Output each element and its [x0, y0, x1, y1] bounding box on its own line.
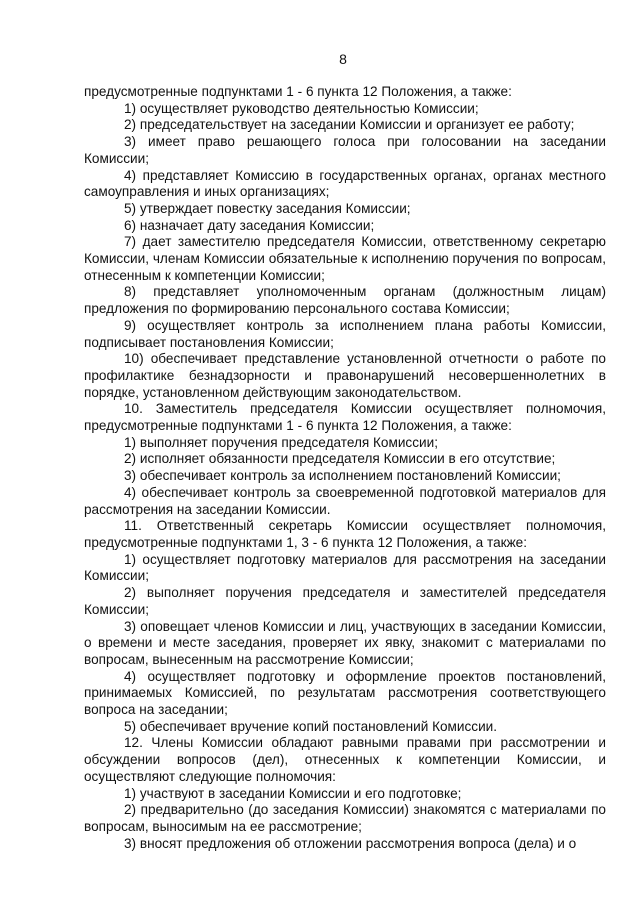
paragraph: 10. Заместитель председателя Комиссии осуществляет полномочия, предусмотренные подпунктами 1 - 6 пункта 12 Положения, а также: — [84, 401, 606, 434]
paragraph: 2) выполняет поручения председателя и заместителей председателя Комиссии; — [84, 585, 606, 617]
paragraph: 1) выполняет поручения председателя Комиссии; — [124, 434, 438, 450]
paragraph: предусмотренные подпунктами 1 - 6 пункта 12 Положения, а также: — [84, 84, 512, 99]
paragraph: 7) дает заместителю председателя Комиссии, ответственному секретарю Комиссии, членам Комиссии обязательные к исполнению поручения по вопросам, отнесенным к компетенции Комиссии; — [84, 234, 606, 283]
paragraph: 3) вносят предложения об отложении рассмотрения вопроса (дела) и о — [124, 835, 577, 851]
paragraph: 2) исполняет обязанности председателя Комиссии в его отсутствие; — [124, 451, 556, 467]
paragraph: 3) имеет право решающего голоса при голосовании на заседании Комиссии; — [84, 134, 606, 166]
paragraph: 6) назначает дату заседания Комиссии; — [124, 217, 375, 233]
paragraph: 10) обеспечивает представление установленной отчетности о работе по профилактике безнадзорности и правонарушений несовершеннолетних в порядке, установленном действующим законодательством. — [84, 351, 606, 400]
paragraph: 1) участвуют в заседании Комиссии и его подготовке; — [124, 785, 462, 801]
page-number: 8 — [339, 51, 347, 67]
paragraph: 8) представляет уполномоченным органам (должностным лицам) предложения по формированию персонального состава Комиссии; — [84, 284, 606, 317]
paragraph: 9) осуществляет контроль за исполнением плана работы Комиссии, подписывает постановления Комиссии; — [84, 317, 606, 350]
paragraph: 2) председательствует на заседании Комиссии и организует ее работу; — [124, 117, 575, 133]
document-body — [84, 84, 606, 852]
paragraph: 4) представляет Комиссию в государственных органах, органах местного самоуправления и иных организациях; — [84, 167, 606, 200]
paragraph: 1) осуществляет руководство деятельностью Комиссии; — [124, 100, 479, 116]
paragraph: 5) утверждает повестку заседания Комиссии; — [124, 200, 411, 216]
paragraph: 4) осуществляет подготовку и оформление проектов постановлений, принимаемых Комиссией, по результатам рассмотрения соответствующего вопроса на заседании; — [84, 668, 606, 718]
paragraph: 11. Ответственный секретарь Комиссии осуществляет полномочия, предусмотренные подпунктами 1, 3 - 6 пункта 12 Положения, а также: — [84, 518, 606, 550]
paragraph: 1) осуществляет подготовку материалов для рассмотрения на заседании Комиссии; — [84, 551, 606, 584]
paragraph: 5) обеспечивает вручение копий постановлений Комиссии. — [124, 718, 498, 734]
paragraph: 12. Члены Комиссии обладают равными правами при рассмотрении и обсуждении вопросов (дел), отнесенных к компетенции Комиссии, и осуществляют следующие полномочия: — [84, 735, 606, 784]
paragraph: 4) обеспечивает контроль за своевременной подготовкой материалов для рассмотрения на заседании Комиссии. — [84, 484, 606, 517]
paragraph: 3) оповещает членов Комиссии и лиц, участвующих в заседании Комиссии, о времени и месте заседания, проверяет их явку, знакомит с материалами по вопросам, вынесенным на рассмотрение Комиссии; — [84, 618, 606, 667]
paragraph: 2) предварительно (до заседания Комиссии) знакомятся с материалами по вопросам, выносимым на ее рассмотрение; — [84, 802, 606, 834]
paragraph: 3) обеспечивает контроль за исполнением постановлений Комиссии; — [124, 468, 561, 484]
